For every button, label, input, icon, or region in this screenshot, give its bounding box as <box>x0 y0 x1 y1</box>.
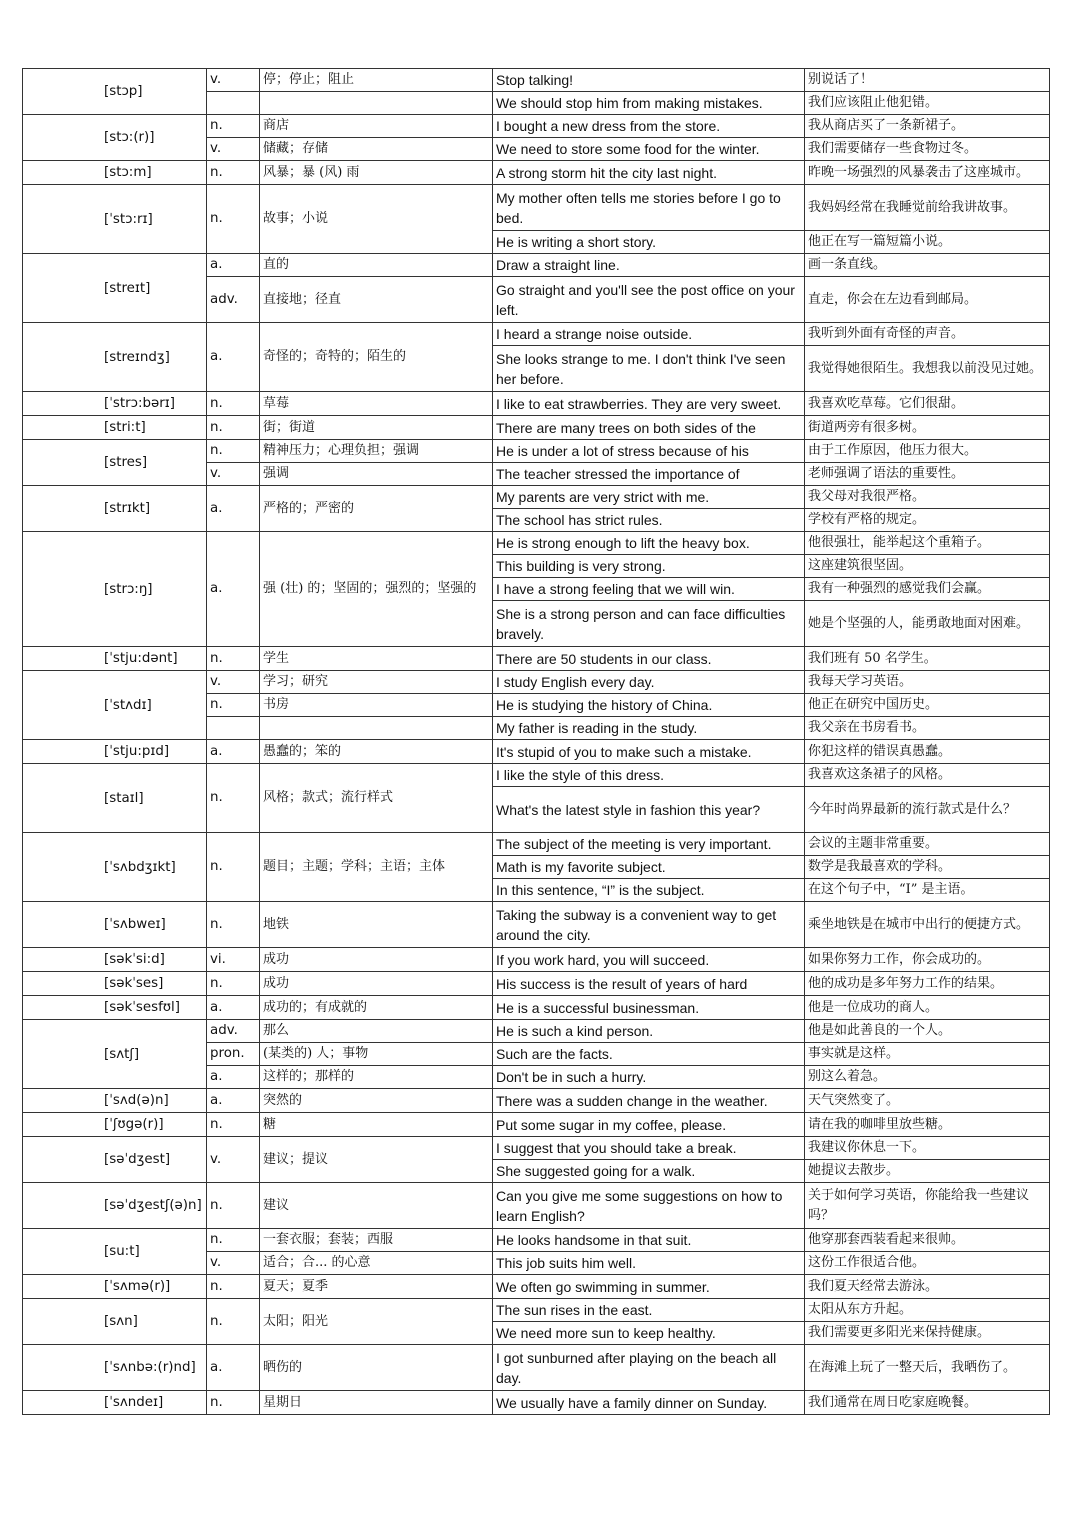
meaning-cell: 建议 <box>260 1183 493 1229</box>
example-chinese-cell: 关于如何学习英语，你能给我一些建议吗？ <box>805 1183 1050 1229</box>
vocabulary-table <box>22 68 1050 1415</box>
example-english-cell: He is under a lot of stress because of his <box>493 440 805 463</box>
example-english-cell: I like the style of this dress. <box>493 764 805 787</box>
phonetic-cell <box>23 1113 207 1137</box>
phonetic-text: [ˈstɔ:rɪ] <box>104 211 153 227</box>
phonetic-text: [strɔ:ŋ] <box>104 581 153 597</box>
example-english-cell: We need more sun to keep healthy. <box>493 1322 805 1345</box>
phonetic-text: [streɪt] <box>104 280 151 296</box>
part-of-speech-cell: n. <box>207 764 260 833</box>
phonetic-text: [ˈstʌdɪ] <box>104 697 152 713</box>
table-row <box>23 69 1050 92</box>
phonetic-cell <box>23 1391 207 1415</box>
table-row <box>23 392 1050 416</box>
example-english-cell: He is strong enough to lift the heavy box. <box>493 532 805 555</box>
example-chinese-cell: 我父母对我很严格。 <box>805 486 1050 509</box>
example-english-cell: I suggest that you should take a break. <box>493 1137 805 1160</box>
example-chinese-cell: 我从商店买了一条新裙子。 <box>805 115 1050 138</box>
example-english-cell: She suggested going for a walk. <box>493 1160 805 1183</box>
phonetic-text: [ˈsʌmə(r)] <box>104 1279 171 1294</box>
phonetic-cell <box>23 902 207 948</box>
table-row <box>23 740 1050 764</box>
example-chinese-cell: 她是个坚强的人，能勇敢地面对困难。 <box>805 601 1050 647</box>
table-row <box>23 647 1050 671</box>
part-of-speech-cell: a. <box>207 1345 260 1391</box>
phonetic-cell <box>23 115 207 161</box>
part-of-speech-cell: a. <box>207 532 260 647</box>
example-english-cell: I got sunburned after playing on the beach all day. <box>493 1345 805 1391</box>
phonetic-cell <box>23 996 207 1020</box>
phonetic-text: [səkˈsi:d] <box>104 952 165 967</box>
part-of-speech-cell: v. <box>207 671 260 694</box>
phonetic-text: [səkˈses] <box>104 976 164 991</box>
phonetic-cell <box>23 532 207 647</box>
example-english-cell: There was a sudden change in the weather. <box>493 1089 805 1113</box>
phonetic-cell <box>23 161 207 185</box>
meaning-cell: 草莓 <box>260 392 493 416</box>
part-of-speech-cell: n. <box>207 392 260 416</box>
example-english-cell: Taking the subway is a convenient way to get around the city. <box>493 902 805 948</box>
meaning-cell: 直的 <box>260 254 493 277</box>
phonetic-text: [su:t] <box>104 1244 140 1259</box>
phonetic-cell <box>23 323 207 392</box>
example-english-cell: Can you give me some suggestions on how to learn English? <box>493 1183 805 1229</box>
phonetic-cell <box>23 740 207 764</box>
example-english-cell: There are 50 students in our class. <box>493 647 805 671</box>
part-of-speech-cell: n. <box>207 1275 260 1299</box>
phonetic-text: [stɔ:(r)] <box>104 130 155 145</box>
table-row <box>23 115 1050 138</box>
example-chinese-cell: 她提议去散步。 <box>805 1160 1050 1183</box>
part-of-speech-cell: n. <box>207 902 260 948</box>
phonetic-text: [ˈsʌndeɪ] <box>104 1395 164 1410</box>
part-of-speech-cell: n. <box>207 694 260 717</box>
meaning-cell <box>260 717 493 740</box>
example-chinese-cell: 我们应该阻止他犯错。 <box>805 92 1050 115</box>
meaning-cell: 风暴；暴 (风) 雨 <box>260 161 493 185</box>
phonetic-cell <box>23 1229 207 1275</box>
table-row <box>23 764 1050 787</box>
example-english-cell: He looks handsome in that suit. <box>493 1229 805 1252</box>
phonetic-text: [ˈstju:pɪd] <box>104 744 170 759</box>
example-english-cell: His success is the result of years of hard <box>493 972 805 996</box>
phonetic-text: [ˈstju:dənt] <box>104 651 178 666</box>
part-of-speech-cell: a. <box>207 254 260 277</box>
phonetic-cell <box>23 1020 207 1089</box>
example-chinese-cell: 今年时尚界最新的流行款式是什么？ <box>805 787 1050 833</box>
phonetic-cell <box>23 1089 207 1113</box>
example-chinese-cell: 老师强调了语法的重要性。 <box>805 463 1050 486</box>
part-of-speech-cell: n. <box>207 161 260 185</box>
meaning-cell: 风格；款式；流行样式 <box>260 764 493 833</box>
phonetic-text: [ˈstrɔ:bərɪ] <box>104 396 175 411</box>
example-chinese-cell: 我们需要更多阳光来保持健康。 <box>805 1322 1050 1345</box>
part-of-speech-cell: n. <box>207 972 260 996</box>
example-english-cell: She is a strong person and can face difficulties bravely. <box>493 601 805 647</box>
example-chinese-cell: 别这么着急。 <box>805 1066 1050 1089</box>
phonetic-cell <box>23 647 207 671</box>
example-chinese-cell: 这份工作很适合他。 <box>805 1252 1050 1275</box>
example-english-cell: The teacher stressed the importance of <box>493 463 805 486</box>
meaning-cell: 停；停止；阻止 <box>260 69 493 92</box>
example-chinese-cell: 我每天学习英语。 <box>805 671 1050 694</box>
part-of-speech-cell: n. <box>207 440 260 463</box>
meaning-cell: 奇怪的；奇特的；陌生的 <box>260 323 493 392</box>
meaning-cell: 题目；主题；学科；主语；主体 <box>260 833 493 902</box>
phonetic-cell <box>23 833 207 902</box>
example-chinese-cell: 如果你努力工作，你会成功的。 <box>805 948 1050 972</box>
table-row <box>23 833 1050 856</box>
example-chinese-cell: 会议的主题非常重要。 <box>805 833 1050 856</box>
phonetic-cell <box>23 972 207 996</box>
example-chinese-cell: 他正在写一篇短篇小说。 <box>805 231 1050 254</box>
meaning-cell: 突然的 <box>260 1089 493 1113</box>
table-row <box>23 1275 1050 1299</box>
meaning-cell: 愚蠢的；笨的 <box>260 740 493 764</box>
phonetic-text: [sʌtʃ] <box>104 1046 140 1062</box>
part-of-speech-cell <box>207 717 260 740</box>
part-of-speech-cell: n. <box>207 1229 260 1252</box>
example-chinese-cell: 我觉得她很陌生。我想我以前没见过她。 <box>805 346 1050 392</box>
example-chinese-cell: 他的成功是多年努力工作的结果。 <box>805 972 1050 996</box>
example-english-cell: This building is very strong. <box>493 555 805 578</box>
phonetic-text: [ˈsʌbweɪ] <box>104 917 166 932</box>
table-row <box>23 185 1050 231</box>
example-chinese-cell: 他穿那套西装看起来很帅。 <box>805 1229 1050 1252</box>
phonetic-text: [ˈʃʊgə(r)] <box>104 1117 164 1132</box>
example-english-cell: It's stupid of you to make such a mistake. <box>493 740 805 764</box>
table-row <box>23 323 1050 346</box>
phonetic-text: [səkˈsesfʊl] <box>104 1000 180 1015</box>
example-english-cell: Stop talking! <box>493 69 805 92</box>
table-row <box>23 1229 1050 1252</box>
meaning-cell: 太阳；阳光 <box>260 1299 493 1345</box>
example-english-cell: This job suits him well. <box>493 1252 805 1275</box>
example-english-cell: The sun rises in the east. <box>493 1299 805 1322</box>
meaning-cell: 晒伤的 <box>260 1345 493 1391</box>
part-of-speech-cell: adv. <box>207 1020 260 1043</box>
meaning-cell: 成功 <box>260 948 493 972</box>
part-of-speech-cell: n. <box>207 416 260 440</box>
meaning-cell: 建议；提议 <box>260 1137 493 1183</box>
phonetic-cell <box>23 948 207 972</box>
part-of-speech-cell: n. <box>207 1299 260 1345</box>
example-chinese-cell: 画一条直线。 <box>805 254 1050 277</box>
table-row <box>23 996 1050 1020</box>
table-row <box>23 440 1050 463</box>
example-chinese-cell: 他是如此善良的一个人。 <box>805 1020 1050 1043</box>
example-chinese-cell: 别说话了！ <box>805 69 1050 92</box>
meaning-cell: 学生 <box>260 647 493 671</box>
example-chinese-cell: 我喜欢吃草莓。它们很甜。 <box>805 392 1050 416</box>
example-english-cell: The subject of the meeting is very important. <box>493 833 805 856</box>
example-chinese-cell: 数学是我最喜欢的学科。 <box>805 856 1050 879</box>
meaning-cell: 严格的；严密的 <box>260 486 493 532</box>
example-chinese-cell: 我喜欢这条裙子的风格。 <box>805 764 1050 787</box>
example-english-cell: Such are the facts. <box>493 1043 805 1066</box>
example-chinese-cell: 他很强壮，能举起这个重箱子。 <box>805 532 1050 555</box>
part-of-speech-cell: a. <box>207 1089 260 1113</box>
example-chinese-cell: 事实就是这样。 <box>805 1043 1050 1066</box>
meaning-cell: 强 (壮) 的；坚固的；强烈的；坚强的 <box>260 532 493 647</box>
phonetic-cell <box>23 254 207 323</box>
example-chinese-cell: 太阳从东方升起。 <box>805 1299 1050 1322</box>
example-chinese-cell: 我有一种强烈的感觉我们会赢。 <box>805 578 1050 601</box>
example-chinese-cell: 你犯这样的错误真愚蠢。 <box>805 740 1050 764</box>
example-chinese-cell: 我们班有 50 名学生。 <box>805 647 1050 671</box>
meaning-cell: 糖 <box>260 1113 493 1137</box>
meaning-cell: 这样的；那样的 <box>260 1066 493 1089</box>
table-row <box>23 1299 1050 1322</box>
phonetic-cell <box>23 1275 207 1299</box>
meaning-cell: 精神压力；心理负担；强调 <box>260 440 493 463</box>
meaning-cell: 星期日 <box>260 1391 493 1415</box>
part-of-speech-cell: a. <box>207 996 260 1020</box>
example-english-cell: We often go swimming in summer. <box>493 1275 805 1299</box>
table-row <box>23 532 1050 555</box>
table-row <box>23 1391 1050 1415</box>
example-english-cell: I like to eat strawberries. They are very sweet. <box>493 392 805 416</box>
phonetic-cell <box>23 1299 207 1345</box>
example-english-cell: Put some sugar in my coffee, please. <box>493 1113 805 1137</box>
example-english-cell: There are many trees on both sides of the <box>493 416 805 440</box>
meaning-cell: 街；街道 <box>260 416 493 440</box>
meaning-cell: 故事；小说 <box>260 185 493 254</box>
phonetic-text: [stres] <box>104 455 148 470</box>
example-chinese-cell: 在海滩上玩了一整天后，我晒伤了。 <box>805 1345 1050 1391</box>
part-of-speech-cell: n. <box>207 1391 260 1415</box>
example-english-cell: He is such a kind person. <box>493 1020 805 1043</box>
example-chinese-cell: 由于工作原因，他压力很大。 <box>805 440 1050 463</box>
part-of-speech-cell: v. <box>207 69 260 92</box>
part-of-speech-cell: n. <box>207 833 260 902</box>
phonetic-cell <box>23 1183 207 1229</box>
table-row <box>23 948 1050 972</box>
example-english-cell: She looks strange to me. I don't think I've seen her before. <box>493 346 805 392</box>
example-chinese-cell: 天气突然变了。 <box>805 1089 1050 1113</box>
part-of-speech-cell: n. <box>207 115 260 138</box>
phonetic-cell <box>23 1345 207 1391</box>
example-chinese-cell: 在这个句子中，“I” 是主语。 <box>805 879 1050 902</box>
meaning-cell: 储藏；存储 <box>260 138 493 161</box>
meaning-cell: 成功 <box>260 972 493 996</box>
example-chinese-cell: 我们通常在周日吃家庭晚餐。 <box>805 1391 1050 1415</box>
example-chinese-cell: 学校有严格的规定。 <box>805 509 1050 532</box>
example-english-cell: He is writing a short story. <box>493 231 805 254</box>
table-row <box>23 161 1050 185</box>
example-english-cell: My mother often tells me stories before I go to bed. <box>493 185 805 231</box>
example-chinese-cell: 我父亲在书房看书。 <box>805 717 1050 740</box>
phonetic-text: [ˈsʌd(ə)n] <box>104 1093 169 1108</box>
example-chinese-cell: 他是一位成功的商人。 <box>805 996 1050 1020</box>
phonetic-cell <box>23 671 207 740</box>
table-row <box>23 902 1050 948</box>
part-of-speech-cell: a. <box>207 323 260 392</box>
part-of-speech-cell: n. <box>207 185 260 254</box>
example-english-cell: A strong storm hit the city last night. <box>493 161 805 185</box>
example-english-cell: Go straight and you'll see the post office on your left. <box>493 277 805 323</box>
example-english-cell: I study English every day. <box>493 671 805 694</box>
phonetic-text: [stɔp] <box>104 84 143 99</box>
phonetic-text: [ˈsʌbdʒɪkt] <box>104 859 176 875</box>
phonetic-text: [streɪndʒ] <box>104 349 170 365</box>
example-english-cell: I have a strong feeling that we will win. <box>493 578 805 601</box>
part-of-speech-cell: v. <box>207 463 260 486</box>
meaning-cell: 书房 <box>260 694 493 717</box>
example-english-cell: The school has strict rules. <box>493 509 805 532</box>
table-row <box>23 671 1050 694</box>
phonetic-text: [ˈsʌnbə:(r)nd] <box>104 1360 196 1375</box>
phonetic-text: [səˈdʒestʃ(ə)n] <box>104 1198 202 1213</box>
part-of-speech-cell: n. <box>207 1113 260 1137</box>
table-row <box>23 1020 1050 1043</box>
table-row <box>23 972 1050 996</box>
phonetic-cell <box>23 392 207 416</box>
example-english-cell: What's the latest style in fashion this year? <box>493 787 805 833</box>
phonetic-cell <box>23 185 207 254</box>
example-english-cell: He is a successful businessman. <box>493 996 805 1020</box>
table-row <box>23 1183 1050 1229</box>
table-row <box>23 254 1050 277</box>
phonetic-cell <box>23 486 207 532</box>
meaning-cell: 适合；合... 的心意 <box>260 1252 493 1275</box>
table-row <box>23 486 1050 509</box>
example-english-cell: My father is reading in the study. <box>493 717 805 740</box>
meaning-cell: 地铁 <box>260 902 493 948</box>
example-chinese-cell: 街道两旁有很多树。 <box>805 416 1050 440</box>
part-of-speech-cell: v. <box>207 1252 260 1275</box>
table-row <box>23 1089 1050 1113</box>
example-chinese-cell: 请在我的咖啡里放些糖。 <box>805 1113 1050 1137</box>
part-of-speech-cell: v. <box>207 138 260 161</box>
part-of-speech-cell: adv. <box>207 277 260 323</box>
meaning-cell: (某类的) 人；事物 <box>260 1043 493 1066</box>
example-chinese-cell: 直走，你会在左边看到邮局。 <box>805 277 1050 323</box>
example-english-cell: I heard a strange noise outside. <box>493 323 805 346</box>
part-of-speech-cell: pron. <box>207 1043 260 1066</box>
table-row <box>23 1113 1050 1137</box>
example-chinese-cell: 我们夏天经常去游泳。 <box>805 1275 1050 1299</box>
example-chinese-cell: 我妈妈经常在我睡觉前给我讲故事。 <box>805 185 1050 231</box>
example-chinese-cell: 昨晚一场强烈的风暴袭击了这座城市。 <box>805 161 1050 185</box>
meaning-cell: 夏天；夏季 <box>260 1275 493 1299</box>
meaning-cell: 那么 <box>260 1020 493 1043</box>
part-of-speech-cell: n. <box>207 647 260 671</box>
phonetic-text: [staɪl] <box>104 790 144 806</box>
table-row <box>23 1345 1050 1391</box>
meaning-cell: 一套衣服；套装；西服 <box>260 1229 493 1252</box>
part-of-speech-cell <box>207 92 260 115</box>
example-english-cell: Math is my favorite subject. <box>493 856 805 879</box>
part-of-speech-cell: a. <box>207 740 260 764</box>
phonetic-text: [stɔ:m] <box>104 165 152 180</box>
meaning-cell <box>260 92 493 115</box>
meaning-cell: 强调 <box>260 463 493 486</box>
vocabulary-table-body <box>23 69 1050 1415</box>
example-english-cell: In this sentence, “I” is the subject. <box>493 879 805 902</box>
meaning-cell: 商店 <box>260 115 493 138</box>
meaning-cell: 成功的；有成就的 <box>260 996 493 1020</box>
phonetic-text: [strɪkt] <box>104 501 151 516</box>
phonetic-cell <box>23 764 207 833</box>
example-english-cell: My parents are very strict with me. <box>493 486 805 509</box>
example-chinese-cell: 我们需要储存一些食物过冬。 <box>805 138 1050 161</box>
part-of-speech-cell: v. <box>207 1137 260 1183</box>
meaning-cell: 直接地；径直 <box>260 277 493 323</box>
example-chinese-cell: 我听到外面有奇怪的声音。 <box>805 323 1050 346</box>
example-chinese-cell: 我建议你休息一下。 <box>805 1137 1050 1160</box>
example-english-cell: We need to store some food for the winter. <box>493 138 805 161</box>
phonetic-text: [sʌn] <box>104 1314 138 1329</box>
part-of-speech-cell: a. <box>207 1066 260 1089</box>
example-english-cell: We should stop him from making mistakes. <box>493 92 805 115</box>
phonetic-cell <box>23 69 207 115</box>
example-english-cell: We usually have a family dinner on Sunday. <box>493 1391 805 1415</box>
part-of-speech-cell: vi. <box>207 948 260 972</box>
phonetic-cell <box>23 440 207 486</box>
example-chinese-cell: 乘坐地铁是在城市中出行的便捷方式。 <box>805 902 1050 948</box>
meaning-cell: 学习；研究 <box>260 671 493 694</box>
phonetic-text: [stri:t] <box>104 420 146 435</box>
part-of-speech-cell: n. <box>207 1183 260 1229</box>
table-row <box>23 416 1050 440</box>
phonetic-cell <box>23 1137 207 1183</box>
phonetic-cell <box>23 416 207 440</box>
part-of-speech-cell: a. <box>207 486 260 532</box>
example-chinese-cell: 他正在研究中国历史。 <box>805 694 1050 717</box>
example-english-cell: I bought a new dress from the store. <box>493 115 805 138</box>
table-row <box>23 1137 1050 1160</box>
example-english-cell: Don't be in such a hurry. <box>493 1066 805 1089</box>
phonetic-text: [səˈdʒest] <box>104 1152 171 1167</box>
example-english-cell: Draw a straight line. <box>493 254 805 277</box>
example-english-cell: If you work hard, you will succeed. <box>493 948 805 972</box>
example-english-cell: He is studying the history of China. <box>493 694 805 717</box>
example-chinese-cell: 这座建筑很坚固。 <box>805 555 1050 578</box>
